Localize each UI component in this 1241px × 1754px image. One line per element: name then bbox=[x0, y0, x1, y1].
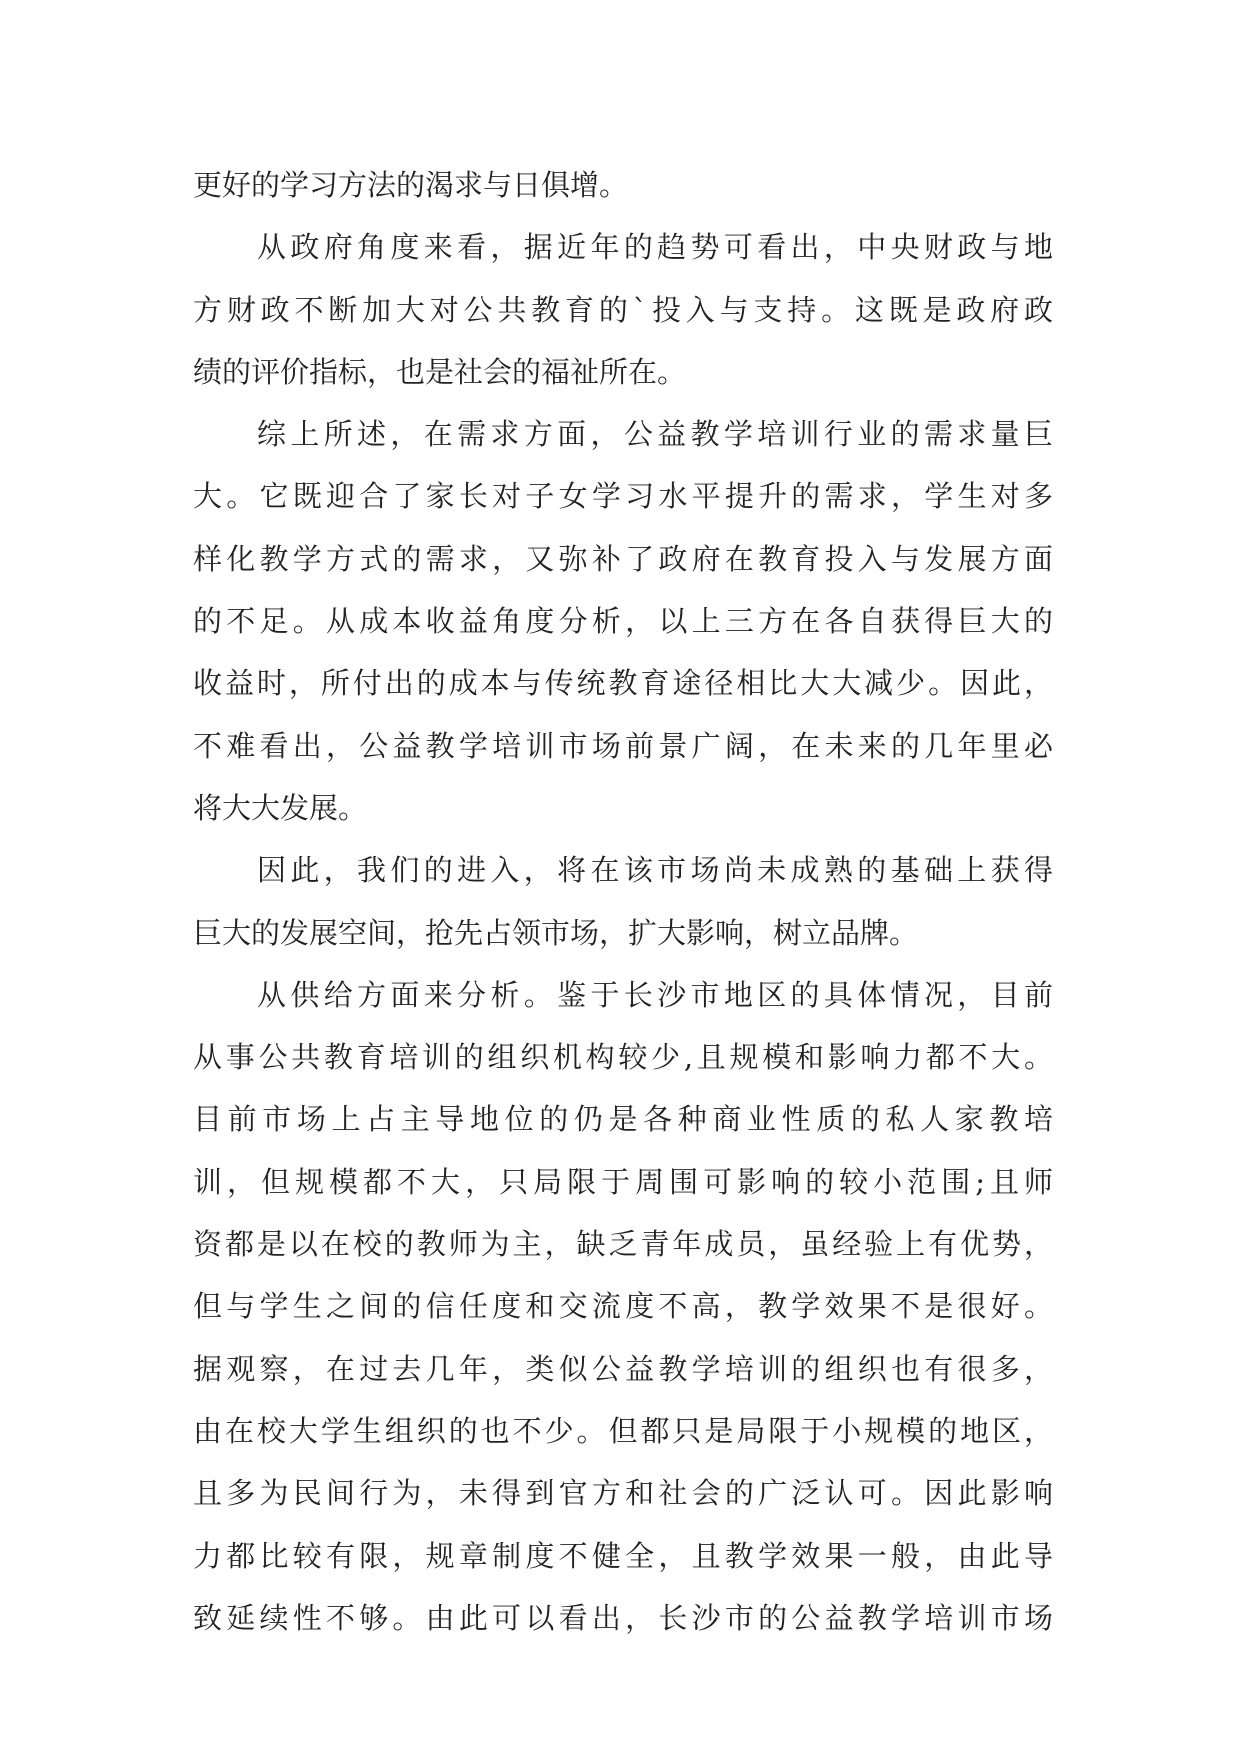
body-text bbox=[193, 154, 1053, 1649]
text-line: 由在校大学生组织的也不少。但都只是局限于小规模的地区， bbox=[193, 1413, 1053, 1448]
text-line: 且多为民间行为，未得到官方和社会的广泛认可。因此影响 bbox=[193, 1476, 1053, 1511]
text-line: 从事公共教育培训的组织机构较少,且规模和影响力都不大。 bbox=[193, 1040, 1053, 1075]
text-line: 但与学生之间的信任度和交流度不高，教学效果不是很好。 bbox=[193, 1289, 1053, 1324]
text-line: 巨大的发展空间，抢先占领市场，扩大影响，树立品牌。 bbox=[193, 915, 919, 950]
text-line: 收益时，所付出的成本与传统教育途径相比大大减少。因此， bbox=[193, 666, 1053, 701]
text-line: 目前市场上占主导地位的仍是各种商业性质的私人家教培 bbox=[193, 1102, 1053, 1137]
text-line: 绩的评价指标，也是社会的福祉所在。 bbox=[193, 354, 687, 389]
text-line: 从政府角度来看，据近年的趋势可看出，中央财政与地 bbox=[257, 230, 1053, 265]
text-line: 不难看出，公益教学培训市场前景广阔，在未来的几年里必 bbox=[193, 728, 1053, 763]
text-line: 将大大发展。 bbox=[193, 790, 368, 825]
text-line: 资都是以在校的教师为主，缺乏青年成员，虽经验上有优势， bbox=[193, 1227, 1053, 1262]
text-line: 致延续性不够。由此可以看出，长沙市的公益教学培训市场 bbox=[193, 1600, 1053, 1635]
text-line: 的不足。从成本收益角度分析，以上三方在各自获得巨大的 bbox=[193, 604, 1053, 639]
text-line: 从供给方面来分析。鉴于长沙市地区的具体情况，目前 bbox=[257, 977, 1053, 1012]
text-line: 方财政不断加大对公共教育的`投入与支持。这既是政府政 bbox=[193, 292, 1053, 327]
text-line: 样化教学方式的需求，又弥补了政府在教育投入与发展方面 bbox=[193, 541, 1053, 576]
text-line: 力都比较有限，规章制度不健全，且教学效果一般，由此导 bbox=[193, 1538, 1053, 1573]
text-line: 大。它既迎合了家长对子女学习水平提升的需求，学生对多 bbox=[193, 479, 1053, 514]
text-line: 综上所述，在需求方面，公益教学培训行业的需求量巨 bbox=[257, 417, 1053, 452]
text-line: 训，但规模都不大，只局限于周围可影响的较小范围;且师 bbox=[193, 1164, 1053, 1199]
text-line: 更好的学习方法的渴求与日俱增。 bbox=[193, 168, 629, 202]
text-line: 据观察，在过去几年，类似公益教学培训的组织也有很多， bbox=[193, 1351, 1053, 1386]
text-line: 因此，我们的进入，将在该市场尚未成熟的基础上获得 bbox=[257, 853, 1053, 888]
